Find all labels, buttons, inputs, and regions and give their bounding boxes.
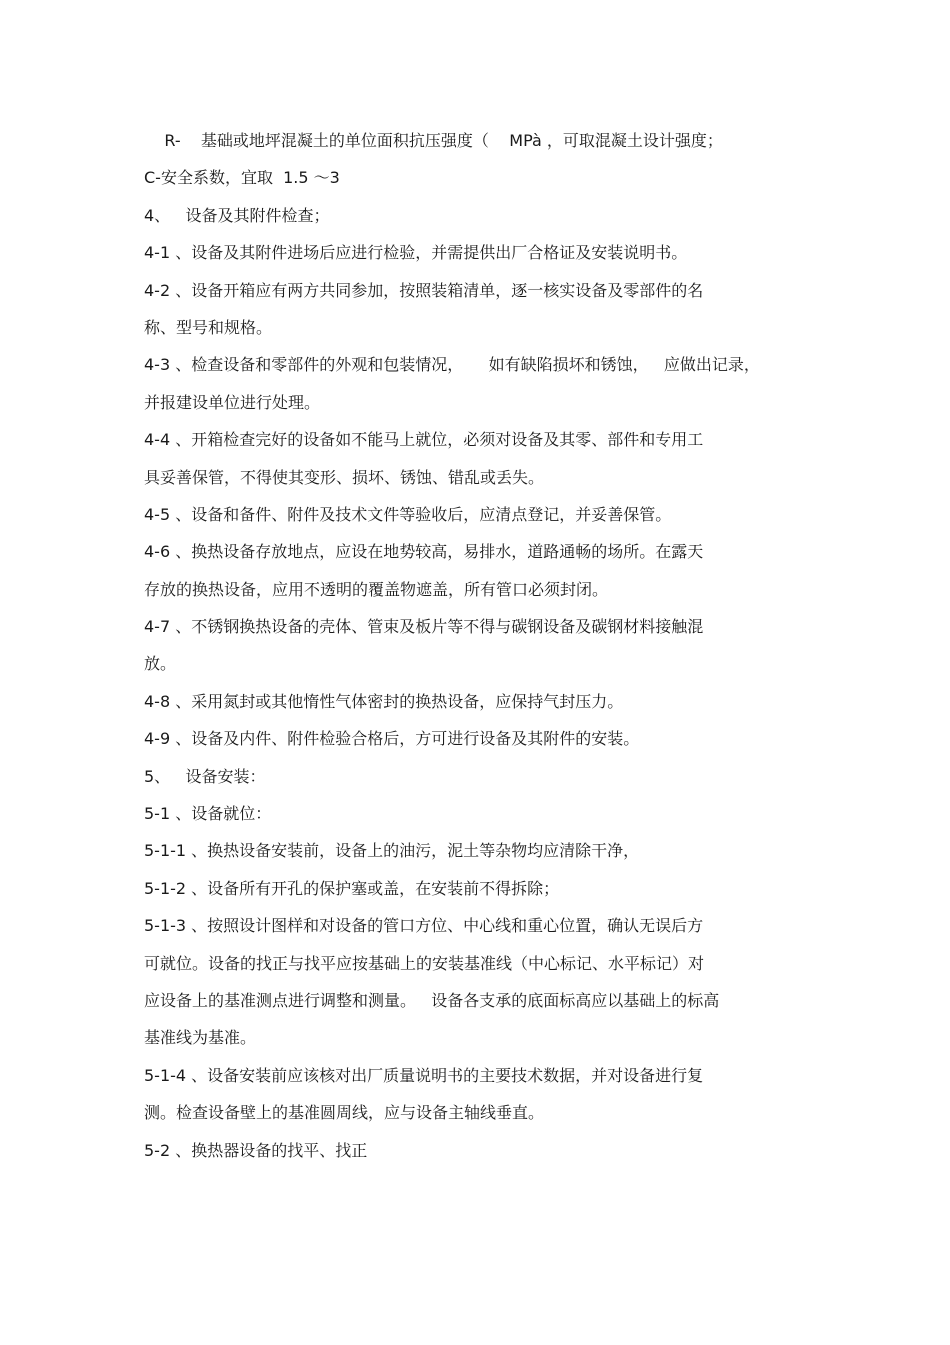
text-line: 4-6 、换热设备存放地点，应设在地势较高，易排水，道路通畅的场所。在露天 [144, 542, 704, 562]
text-line: 4-3 、检查设备和零部件的外观和包装情况， 如有缺陷损坏和锈蚀， 应做出记录， [144, 355, 760, 375]
text-line: 基准线为基准。 [144, 1028, 257, 1048]
text-line: 可就位。设备的找正与找平应按基础上的安装基准线（中心标记、水平标记）对 [144, 953, 705, 973]
text-line: 4-1 、设备及其附件进场后应进行检验，并需提供出厂合格证及安装说明书。 [144, 243, 688, 263]
text-line: 存放的换热设备，应用不透明的覆盖物遮盖，所有管口必须封闭。 [144, 579, 609, 599]
text-line: 4-4 、开箱检查完好的设备如不能马上就位，必须对设备及其零、部件和专用工 [144, 430, 704, 450]
text-line: 具妥善保管，不得使其变形、损坏、锈蚀、错乱或丢失。 [144, 467, 545, 487]
text-line: 5-1 、设备就位： [144, 804, 272, 824]
text-line: 放。 [144, 654, 177, 674]
text-line: 4-2 、设备开箱应有两方共同参加，按照装箱清单，逐一核实设备及零部件的名 [144, 280, 704, 300]
text-line: C-安全系数，宜取 1.5 ～3 [144, 168, 340, 188]
text-line: 5-1-3 、按照设计图样和对设备的管口方位、中心线和重心位置，确认无误后方 [144, 916, 704, 936]
text-line: 5-2 、换热器设备的找平、找正 [144, 1140, 368, 1160]
text-line: 5-1-2 、设备所有开孔的保护塞或盖，在安装前不得拆除； [144, 878, 560, 898]
section-heading: 5、 设备安装： [144, 766, 266, 786]
text-line: 5-1-4 、设备安装前应该核对出厂质量说明书的主要技术数据，并对设备进行复 [144, 1065, 704, 1085]
text-line: R- 基础或地坪混凝土的单位面积抗压强度（ MPà ，可取混凝土设计强度； [144, 131, 723, 150]
text-line: 并报建设单位进行处理。 [144, 392, 321, 412]
text-line: 应设备上的基准测点进行调整和测量。 设备各支承的底面标高应以基础上的标高 [144, 990, 720, 1010]
text-line: 4-8 、采用氮封或其他惰性气体密封的换热设备，应保持气封压力。 [144, 691, 624, 711]
text-line: 4-9 、设备及内件、附件检验合格后，方可进行设备及其附件的安装。 [144, 729, 640, 749]
text-line: 4-7 、不锈钢换热设备的壳体、管束及板片等不得与碳钢设备及碳钢材料接触混 [144, 617, 704, 637]
section-heading: 4、 设备及其附件检查； [144, 205, 330, 225]
document-body [144, 122, 824, 1169]
text-line: 称、型号和规格。 [144, 317, 273, 337]
text-line: 4-5 、设备和备件、附件及技术文件等验收后，应清点登记，并妥善保管。 [144, 504, 672, 524]
text-line: 5-1-1 、换热设备安装前，设备上的油污，泥土等杂物均应清除干净， [144, 841, 640, 861]
text-line: 测。检查设备壁上的基准圆周线，应与设备主轴线垂直。 [144, 1103, 545, 1123]
